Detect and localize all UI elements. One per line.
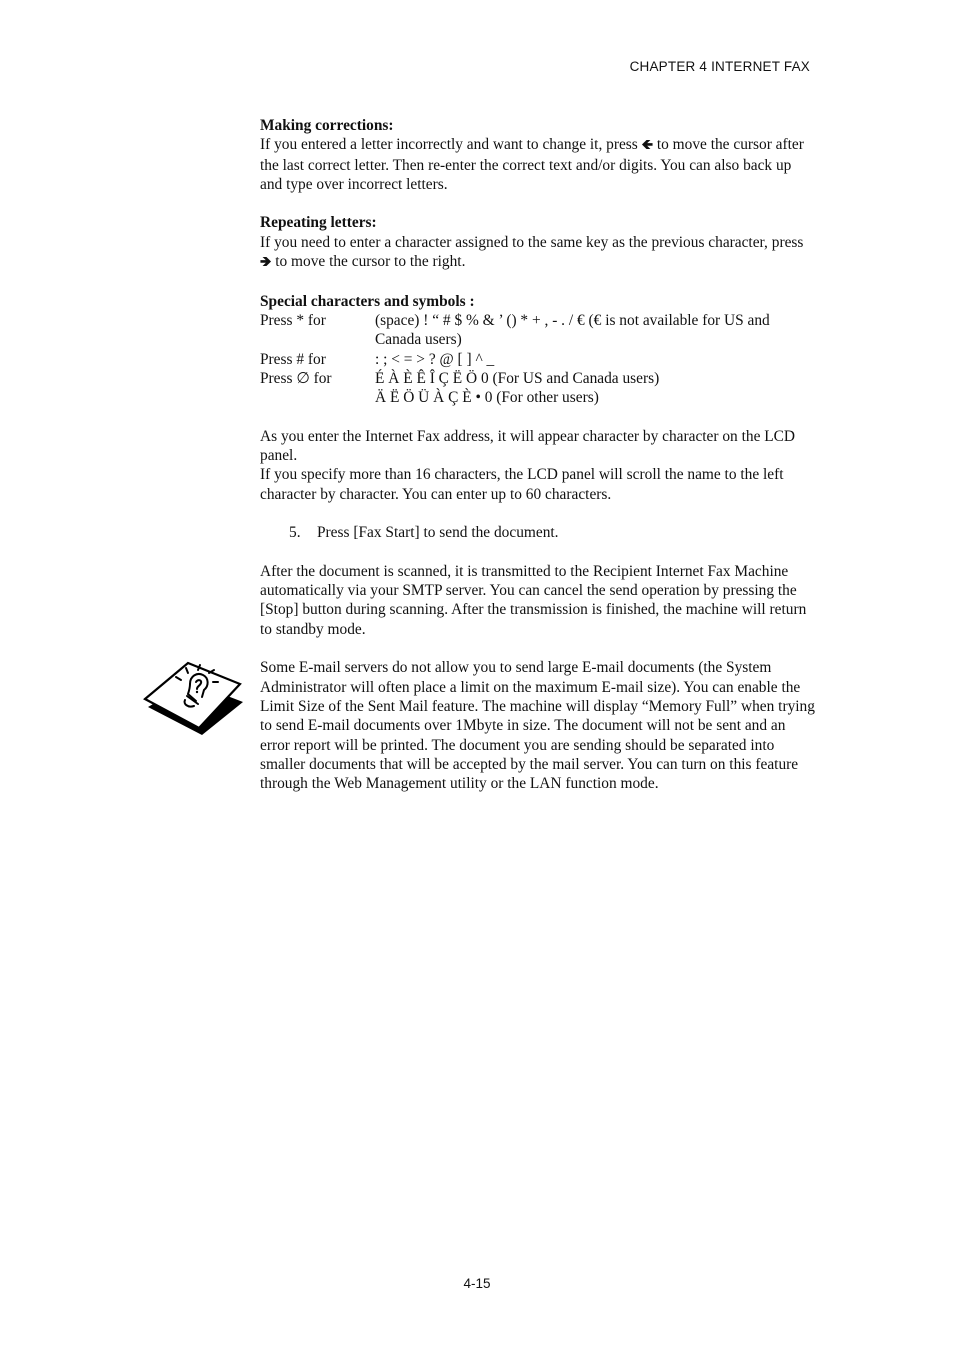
lightbulb-tip-icon (142, 658, 246, 736)
special-value: : ; < = > ? @ [ ] ^ _ (375, 350, 495, 368)
right-arrow-icon: 🡺 (260, 254, 272, 271)
corrections-paragraph (260, 135, 816, 194)
special-value: (space) ! “ # $ % & ’ () * + , - . / € (€ is not available for US and Canada users) (375, 311, 770, 349)
corrections-text-end: to move the cursor after the last correct letter. Then re-enter the correct text and/or digits. You can also back up and type over incorrect letters. (260, 136, 804, 193)
page-number: 4-15 (463, 1276, 491, 1291)
special-key (260, 388, 375, 407)
repeating-paragraph (260, 233, 816, 273)
repeating-heading: Repeating letters: (260, 214, 377, 232)
lcd-paragraph-2: If you specify more than 16 characters, the LCD panel will scroll the name to the left character by character. You can enter up to 60 characters. (260, 466, 784, 503)
special-key: Press * for (260, 311, 326, 329)
corrections-text-start: If you entered a letter incorrectly and want to change it, press (260, 136, 642, 154)
repeating-text-start: If you need to enter a character assigned to the same key as the previous character, press (260, 233, 804, 251)
corrections-heading: Making corrections: (260, 117, 394, 134)
lcd-paragraph-1: As you enter the Internet Fax address, it will appear character by character on the LCD panel. (260, 427, 796, 465)
step-number: 5. (289, 524, 301, 542)
step-item (260, 523, 816, 542)
chapter-header: CHAPTER 4 INTERNET FAX (629, 59, 810, 74)
repeating-text-end: to move the cursor to the right. (271, 253, 466, 271)
special-value: Ä Ë Ö Ü À Ç È • 0 (For other users) (375, 389, 599, 407)
special-heading: Special characters and symbols : (260, 292, 475, 310)
special-key: Press ∅ for (260, 369, 332, 387)
special-key: Press # for (260, 350, 326, 368)
note-paragraph: Some E-mail servers do not allow you to send large E-mail documents (the System Administrator will often place a limit on the maximum E-mail size). You can enable the Limit Size of the Sent Mail feature. The machine will display “Memory Full” when trying to send E-mail documents over 1Mbyte in size. The document will not be sent and an error report will be printed. The document you are sending should be separated into smaller documents that will be accepted by the mail server. You can turn on this feature through the Web Management utility or the LAN function mode. (260, 659, 815, 793)
special-value: É À È Ê Î Ç Ë Ö 0 (For US and Canada users) (375, 369, 660, 387)
special-characters-table (260, 311, 816, 407)
left-arrow-icon: 🡸 (641, 137, 653, 154)
step-text: Press [Fax Start] to send the document. (317, 524, 559, 542)
after-scan-paragraph: After the document is scanned, it is transmitted to the Recipient Internet Fax Machine automatically via your SMTP server. You can cancel the send operation by pressing the [Stop] button during scanning. After the transmission is finished, the machine will return to standby mode. (260, 562, 807, 638)
page-body (260, 116, 816, 793)
